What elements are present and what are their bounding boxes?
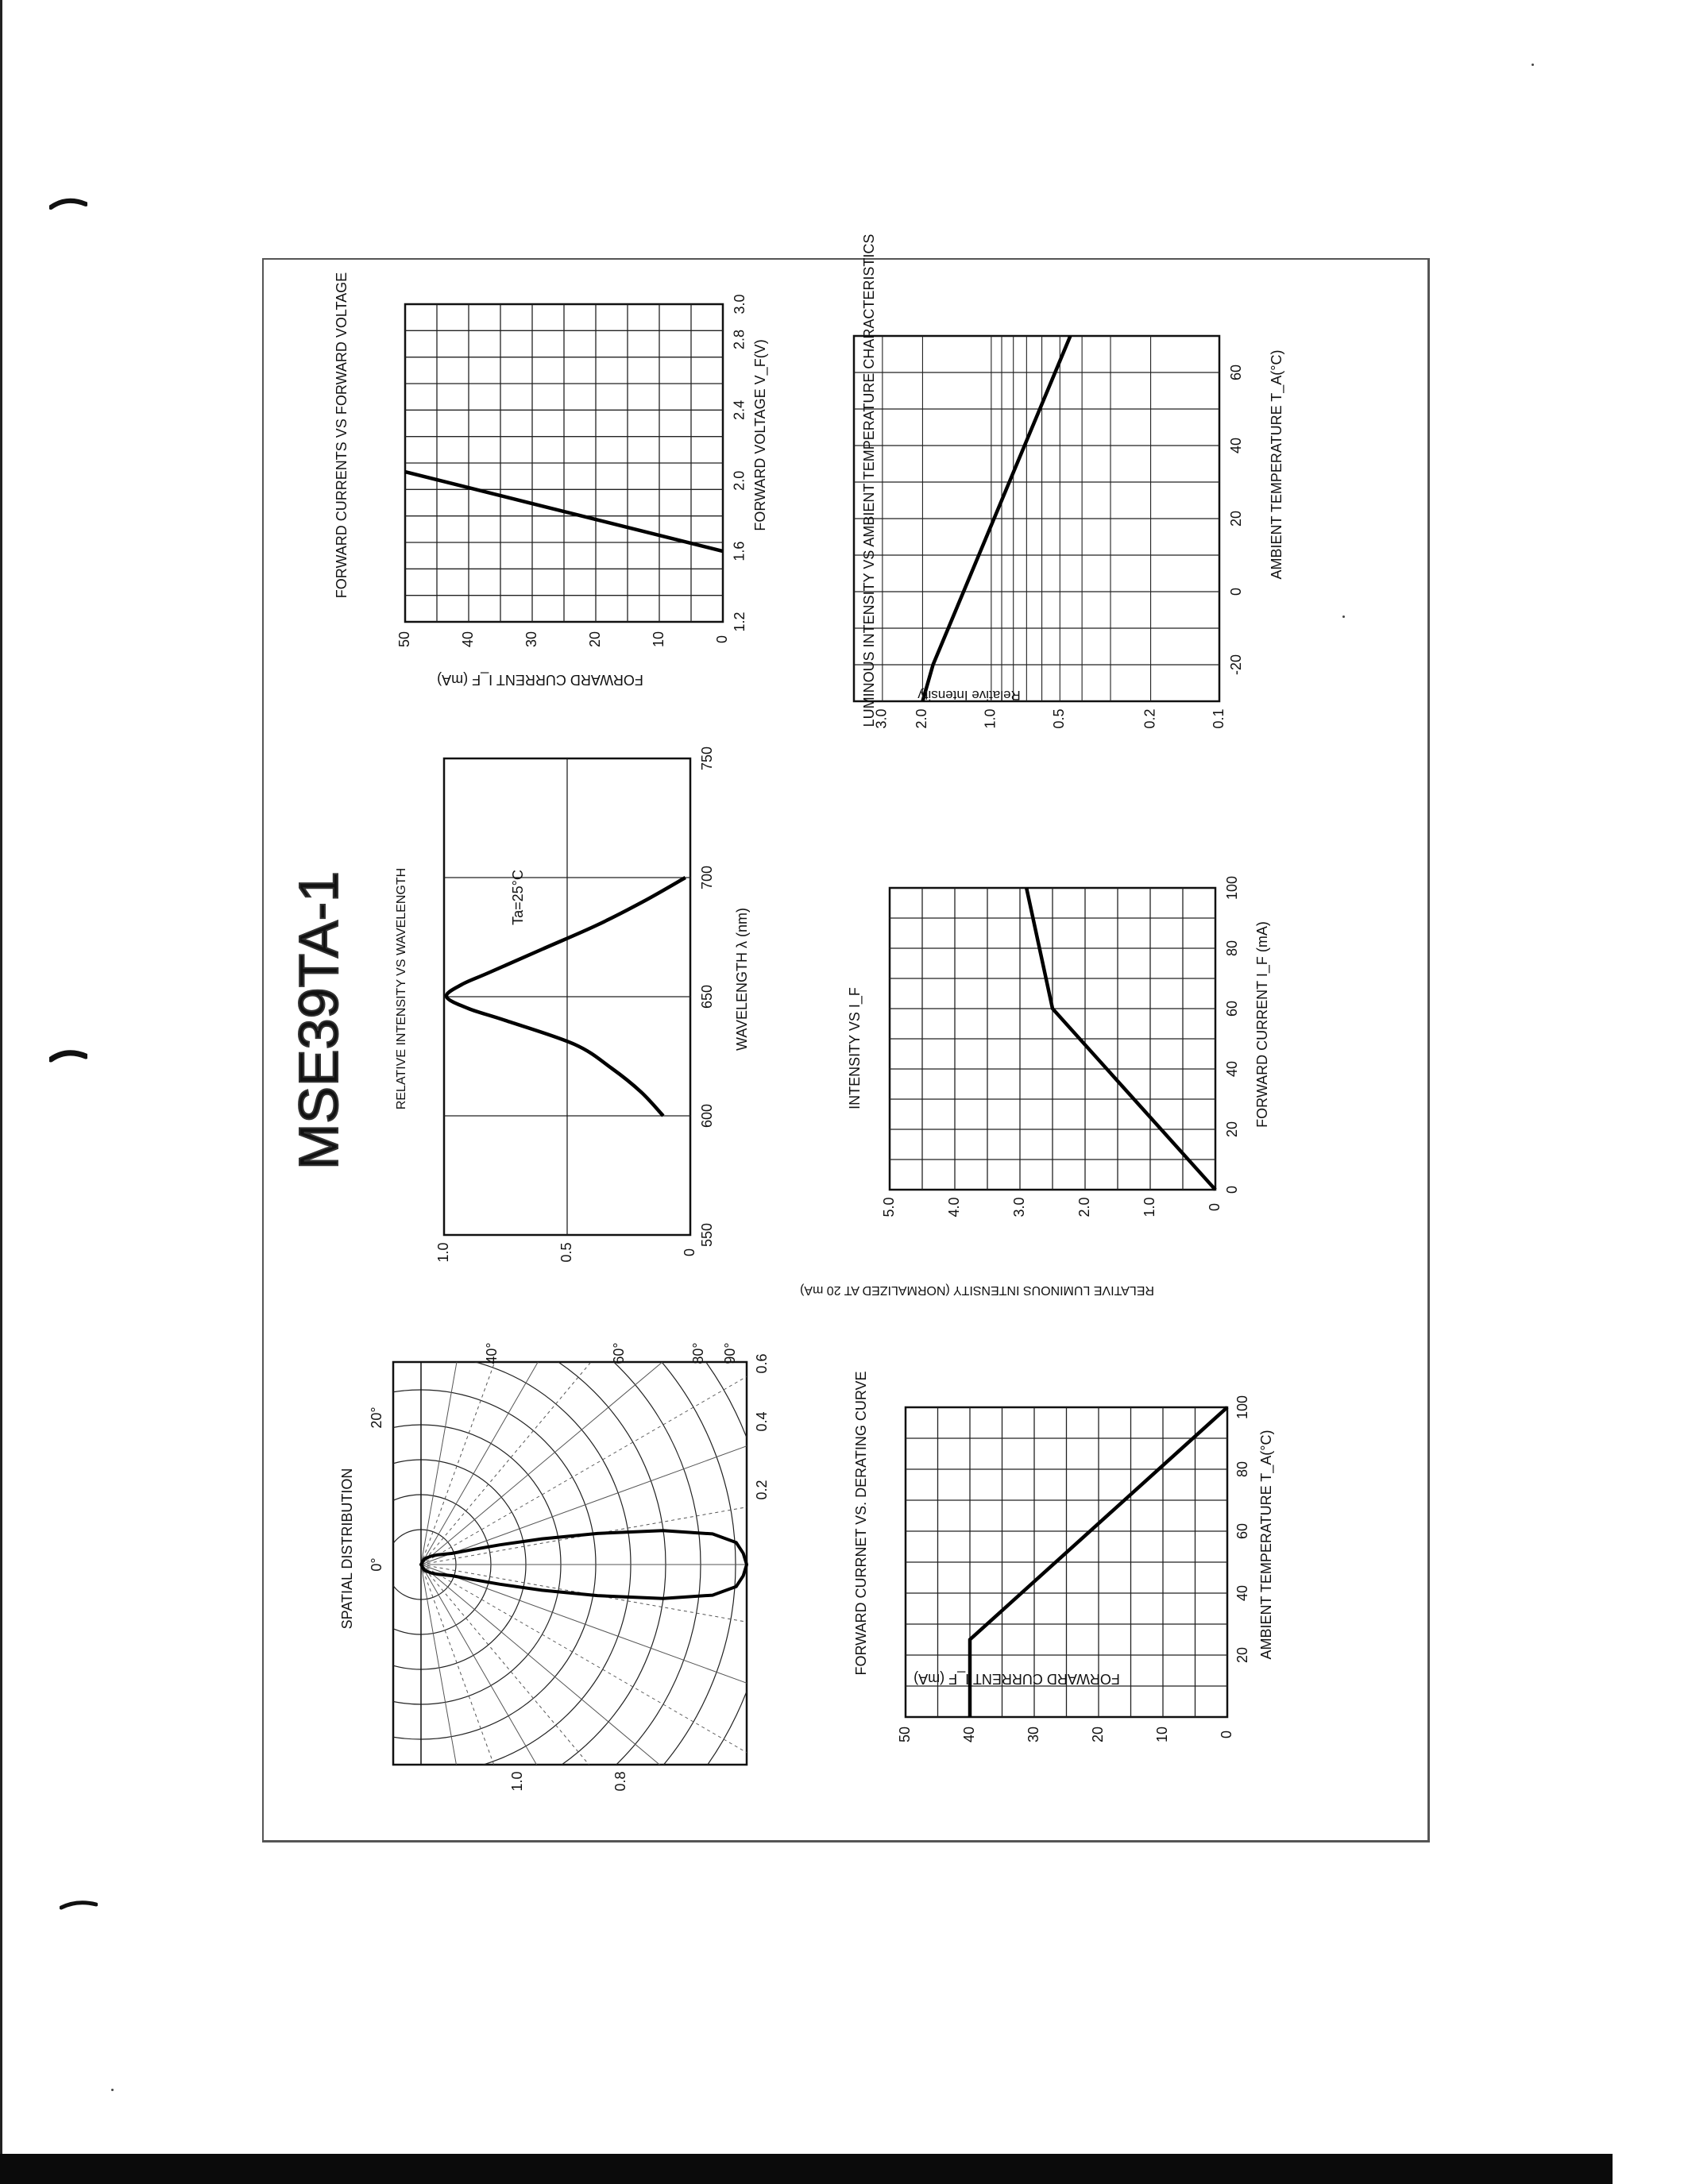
x-tick-label: 60	[1234, 1522, 1250, 1540]
x-tick-label: 100	[1223, 875, 1240, 901]
angle-label: 60°	[610, 1342, 627, 1364]
radius-label: 1.0	[508, 1771, 525, 1792]
y-tick-label: 20	[586, 631, 603, 648]
chart-title: INTENSITY VS I_F	[847, 987, 863, 1109]
angle-label: 0°	[368, 1557, 384, 1572]
y-tick-label: 50	[396, 631, 412, 648]
x-tick-label: 2.8	[731, 329, 747, 349]
x-tick-label: 700	[698, 865, 715, 890]
y-axis-label: FORWARD CURRENT I_F (mA)	[437, 672, 643, 688]
angle-line	[421, 1565, 782, 1696]
x-tick-label: 2.0	[731, 470, 747, 491]
angle-line	[421, 1565, 488, 1943]
angle-line	[421, 1186, 488, 1565]
angle-line	[421, 1565, 668, 1859]
angle-line	[421, 1270, 668, 1565]
angle-label: 40°	[483, 1342, 500, 1364]
intensity-vs-if-chart	[800, 876, 1271, 1297]
angle-line	[421, 1232, 613, 1565]
x-tick-label: 0	[1223, 1185, 1240, 1194]
y-tick-label: 0.2	[1141, 708, 1158, 729]
chart-title: RELATIVE INTENSITY VS WAVELENGTH	[395, 867, 408, 1110]
x-tick-label: 60	[1227, 364, 1244, 381]
chart-grid	[444, 758, 690, 1235]
y-tick-label: 2.0	[914, 708, 930, 729]
x-axis-label: AMBIENT TEMPERATURE T_A(°C)	[1269, 349, 1284, 580]
x-axis-label: FORWARD VOLTAGE V_F(V)	[752, 339, 768, 531]
forward-current-vs-voltage-chart	[334, 272, 769, 688]
x-tick-label: 40	[1223, 1060, 1240, 1078]
y-tick-label: 20	[1089, 1726, 1106, 1743]
x-tick-label: 80	[1234, 1461, 1250, 1478]
y-tick-label: 10	[650, 631, 666, 648]
x-tick-label: 0	[1227, 587, 1244, 596]
y-tick-label: 30	[523, 631, 539, 648]
relative-intensity-vs-wavelength-chart	[395, 747, 750, 1263]
radius-label: 0.6	[753, 1353, 770, 1374]
x-tick-label: 60	[1223, 1000, 1240, 1017]
chart-tick-labels	[435, 747, 715, 1263]
chart-tick-labels	[396, 294, 747, 647]
forward-current-derating-chart	[853, 1371, 1275, 1742]
chart-title: FORWARD CURRNET VS. DERATING CURVE	[853, 1371, 869, 1676]
angle-label: 20°	[368, 1406, 384, 1429]
x-tick-label: 750	[698, 746, 715, 771]
x-tick-label: -20	[1227, 654, 1244, 676]
x-axis-label: FORWARD CURRENT I_F (mA)	[1254, 921, 1270, 1128]
y-tick-label: 4.0	[945, 1197, 962, 1217]
radius-label: 0.4	[753, 1411, 770, 1432]
y-tick-label: 0	[1206, 1202, 1223, 1212]
chart-annotation: Ta=25°C	[510, 870, 526, 925]
y-tick-label: 0.5	[1051, 708, 1068, 729]
angle-label: 90°	[721, 1342, 738, 1364]
chart-grid	[906, 1407, 1227, 1717]
x-tick-label: 20	[1223, 1121, 1240, 1138]
x-tick-label: 20	[1234, 1646, 1250, 1664]
chart-grid	[405, 304, 723, 622]
y-tick-label: 3.0	[1010, 1197, 1027, 1217]
y-tick-label: 1.0	[982, 708, 999, 729]
x-tick-label: 40	[1227, 437, 1244, 454]
angle-label: 80°	[689, 1342, 706, 1364]
x-tick-label: 600	[698, 1103, 715, 1129]
y-tick-label: 10	[1153, 1726, 1170, 1743]
chart-title: FORWARD CURRENTS VS FORWARD VOLTAGE	[334, 272, 350, 599]
chart-title: LUMINOUS INTENSITY VS AMBIENT TEMPERATURE CHARACTERISTICS	[861, 233, 877, 727]
y-tick-label: 30	[1025, 1726, 1041, 1743]
spatial-distribution-chart	[71, 1180, 805, 1949]
angle-line	[421, 1565, 613, 1897]
y-axis-label: FORWARD CURRENT I_F (mA)	[914, 1671, 1120, 1687]
y-axis-label: Relative Intensity	[917, 688, 1021, 703]
y-tick-label: 3.0	[873, 708, 890, 729]
y-axis-label: RELATIVE LUMINOUS INTENSITY (NORMALIZED AT 20 mA)	[799, 1283, 1155, 1297]
y-tick-label: 1.0	[435, 1242, 451, 1263]
y-tick-label: 2.0	[1076, 1197, 1092, 1217]
x-tick-label: 3.0	[731, 294, 747, 314]
y-tick-label: 0.1	[1210, 708, 1226, 729]
x-tick-label: 80	[1223, 940, 1240, 957]
luminous-intensity-vs-temperature-chart	[854, 234, 1285, 729]
y-tick-label: 50	[896, 1726, 913, 1743]
chart-grid	[854, 336, 1219, 701]
x-tick-label: 20	[1227, 510, 1244, 527]
x-tick-label: 100	[1234, 1395, 1250, 1420]
page-title: MSE39TA-1	[288, 870, 350, 1171]
y-tick-label: 40	[459, 631, 476, 648]
chart-tick-labels	[897, 1395, 1250, 1742]
chart-grid	[71, 1180, 805, 1949]
y-tick-label: 5.0	[880, 1197, 897, 1217]
angle-line	[421, 1565, 553, 1926]
radius-label: 0.8	[612, 1771, 628, 1792]
x-tick-label: 1.6	[731, 541, 747, 561]
y-tick-label: 40	[960, 1726, 977, 1743]
scan-bottom-bar	[0, 2154, 1613, 2184]
polar-grid	[71, 1180, 805, 1949]
x-axis-label: WAVELENGTH λ (nm)	[734, 907, 750, 1051]
y-tick-label: 1.0	[1141, 1197, 1157, 1217]
x-tick-label: 550	[698, 1222, 715, 1248]
x-axis-label: AMBIENT TEMPERATURE T_A(°C)	[1258, 1430, 1274, 1660]
y-tick-label: 0	[681, 1248, 697, 1257]
y-tick-label: 0	[1218, 1730, 1234, 1739]
y-tick-label: 0.5	[558, 1242, 574, 1263]
x-tick-label: 40	[1234, 1584, 1250, 1602]
chart-tick-labels	[881, 876, 1240, 1217]
chart-title: SPATIAL DISTRIBUTION	[339, 1468, 355, 1630]
x-tick-label: 1.2	[731, 612, 747, 632]
x-tick-label: 2.4	[731, 399, 747, 420]
angle-line	[421, 1433, 782, 1565]
y-tick-label: 0	[713, 635, 730, 644]
x-tick-label: 650	[698, 984, 715, 1009]
chart-grid	[890, 888, 1215, 1190]
radius-label: 0.2	[753, 1480, 770, 1500]
